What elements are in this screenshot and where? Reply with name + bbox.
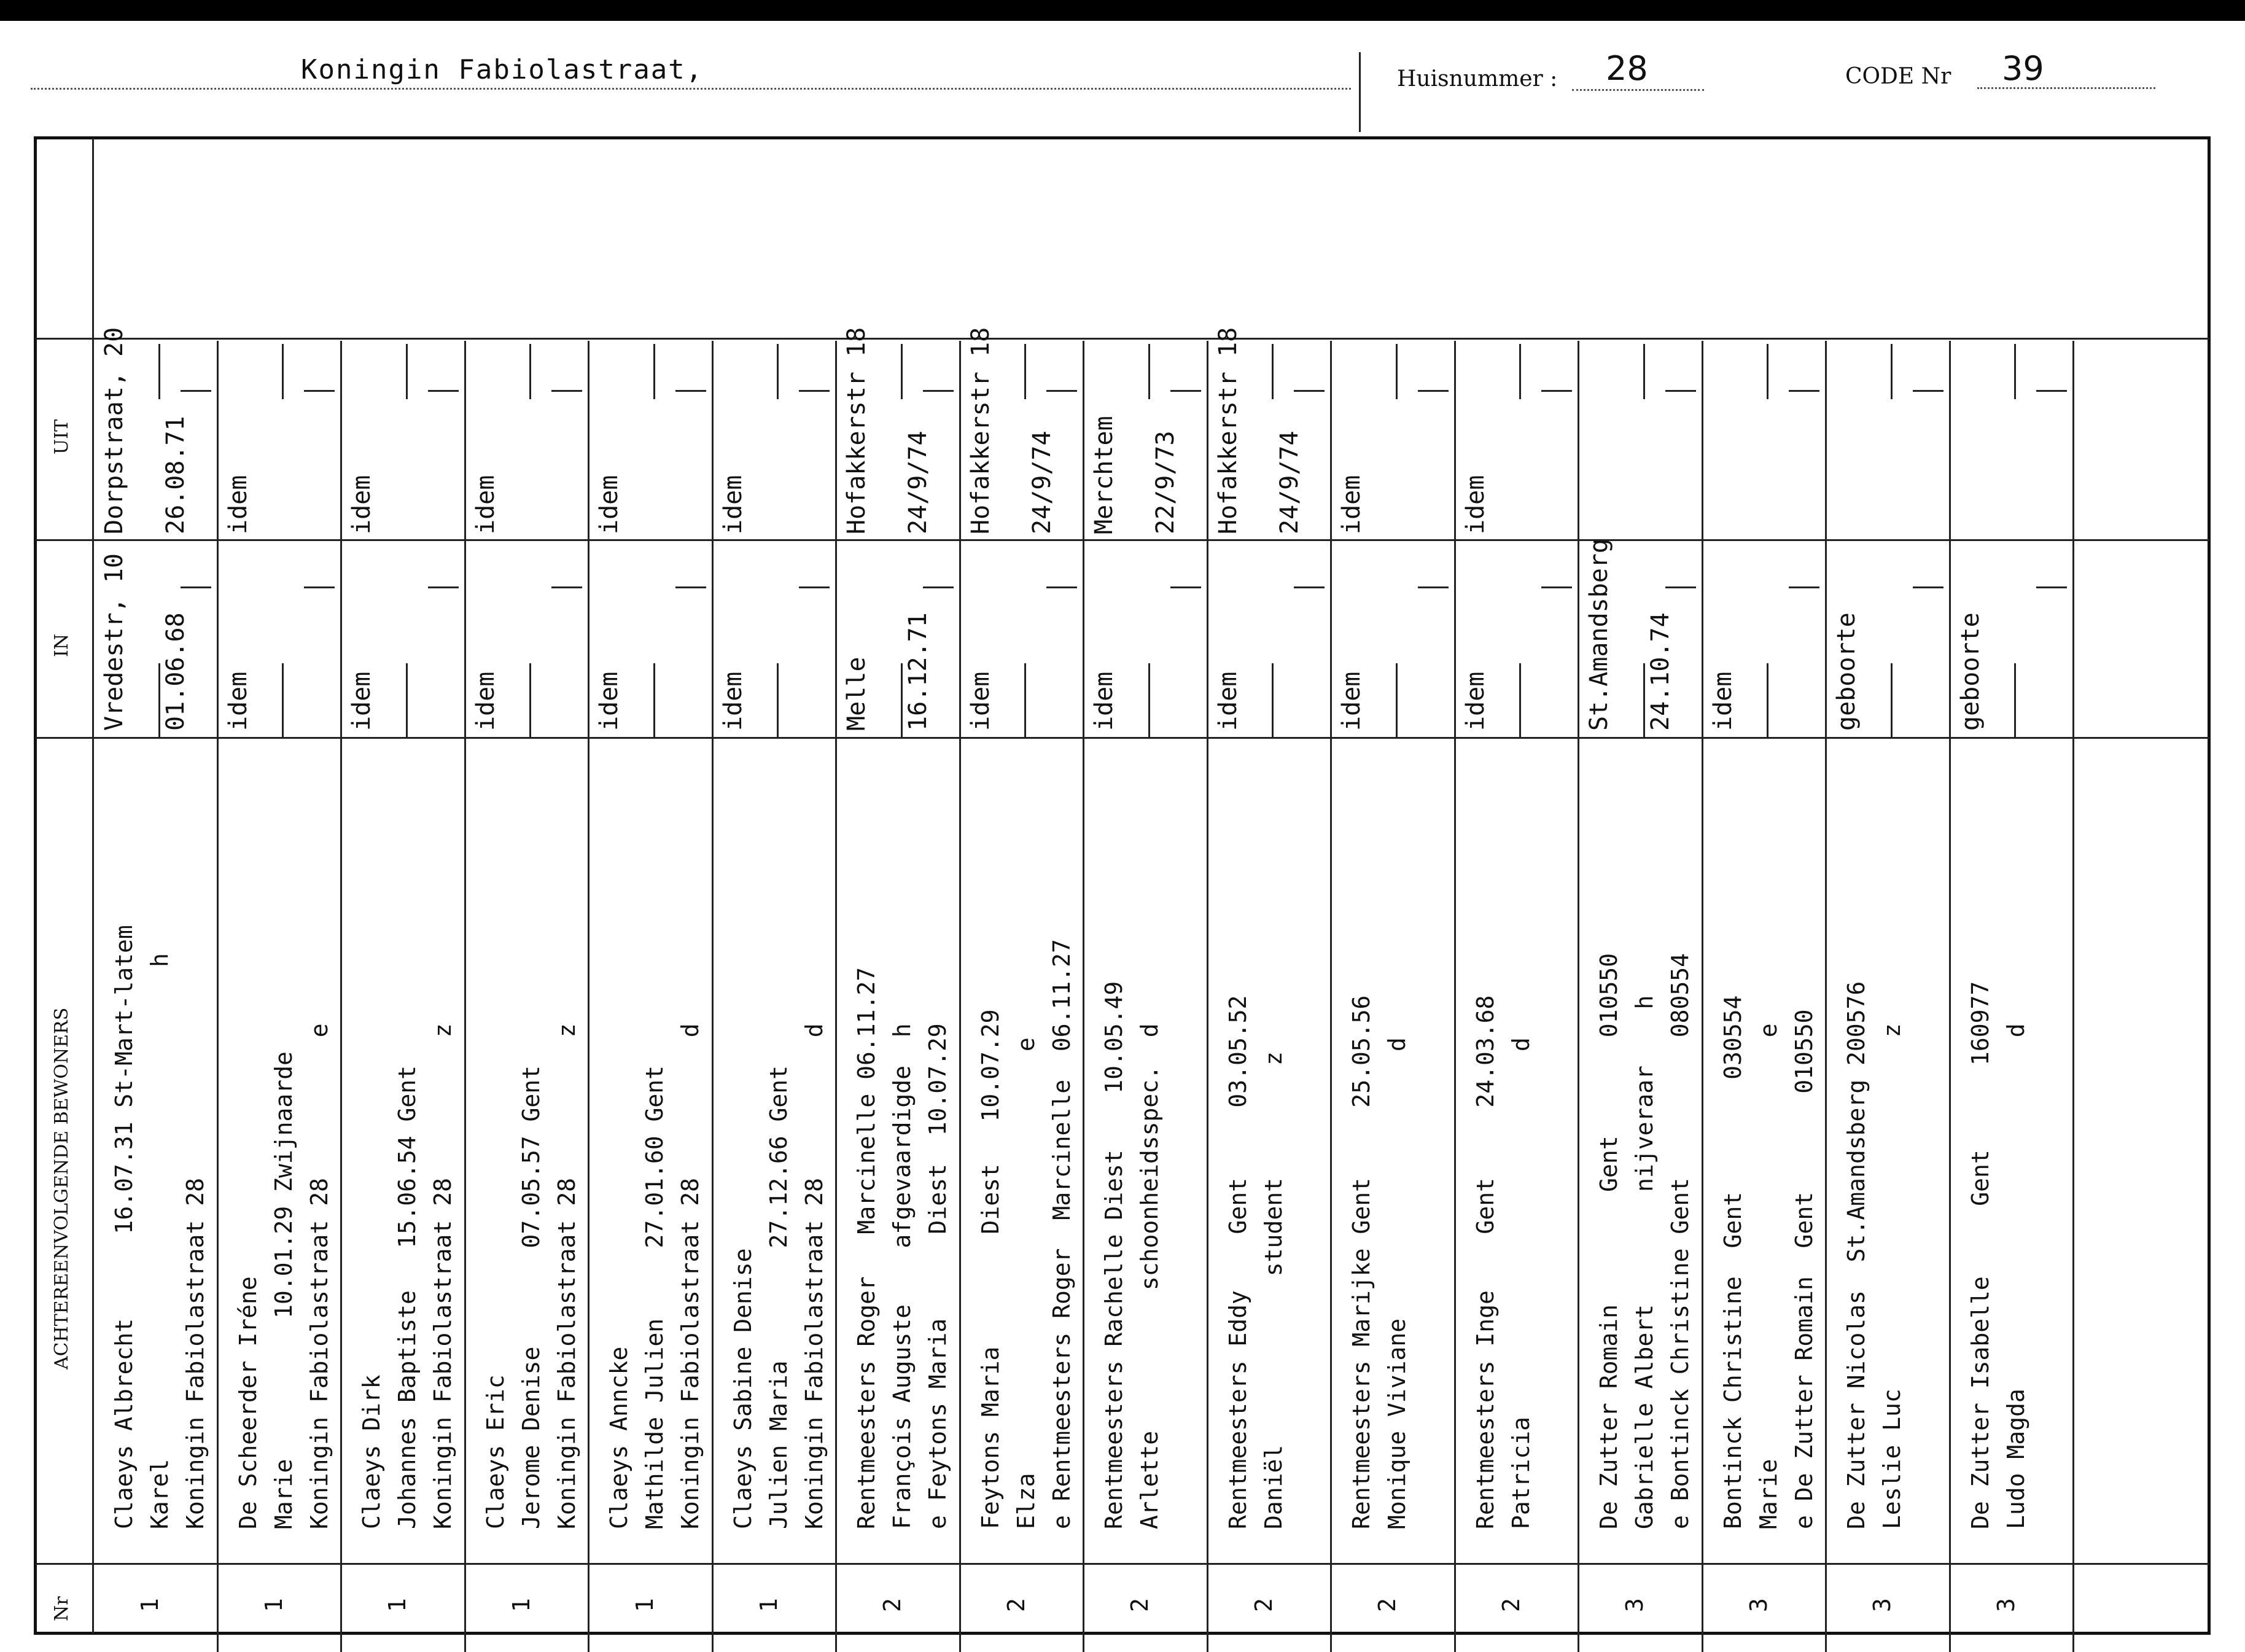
column-separator bbox=[1949, 341, 1951, 1634]
out-place: Hofakkerstr 18 bbox=[842, 327, 871, 534]
in-mid-separator bbox=[529, 663, 531, 737]
column-separator bbox=[1578, 341, 1579, 1634]
resident-line: Claeys Sabine Denise bbox=[729, 1248, 757, 1529]
code-number-value: 39 bbox=[2002, 49, 2044, 88]
row-nr: 2 bbox=[1374, 1598, 1401, 1612]
row-nr: 1 bbox=[260, 1598, 287, 1612]
resident-entry bbox=[1220, 995, 1291, 1529]
in-date-dash bbox=[428, 586, 459, 588]
col-header-in: IN bbox=[51, 633, 72, 657]
in-date-dash bbox=[181, 586, 211, 588]
in-residents-divider bbox=[36, 737, 2209, 739]
resident-line: e Bontinck Christine Gent 080554 bbox=[1667, 953, 1694, 1529]
row-nr: 2 bbox=[1250, 1598, 1277, 1612]
in-date-dash bbox=[1665, 586, 1696, 588]
in-place: idem bbox=[471, 671, 500, 731]
resident-entry bbox=[478, 1023, 585, 1529]
in-place: idem bbox=[966, 671, 995, 731]
in-place: idem bbox=[595, 671, 623, 731]
column-separator bbox=[712, 341, 714, 1634]
resident-line: Jerome Denise 07.05.57 Gent bbox=[517, 1066, 545, 1529]
resident-line: Monique Viviane d bbox=[1383, 1037, 1410, 1529]
resident-entry bbox=[849, 967, 955, 1529]
in-place: St.Amandsberg bbox=[1585, 538, 1613, 731]
out-mid-separator bbox=[901, 344, 903, 399]
out-date: 24/9/74 bbox=[1027, 431, 1056, 534]
resident-line: Claeys Dirk bbox=[358, 1374, 385, 1529]
col-header-nr: Nr bbox=[51, 1596, 72, 1621]
resident-entry bbox=[106, 925, 213, 1529]
out-mid-separator bbox=[529, 344, 531, 399]
row-nr: 1 bbox=[631, 1598, 658, 1612]
row-nr: 3 bbox=[1992, 1598, 2020, 1612]
out-date-dash bbox=[1170, 390, 1201, 392]
bottom-tick bbox=[1083, 1634, 1084, 1652]
resident-line: e Rentmeesters Roger Marcinelle 06.11.27 bbox=[1048, 939, 1075, 1529]
row-nr: 3 bbox=[1621, 1598, 1648, 1612]
in-place: idem bbox=[1461, 671, 1490, 731]
resident-line: Claeys Albrecht 16.07.31 St-Mart-latem bbox=[111, 925, 138, 1529]
out-date-dash bbox=[923, 390, 954, 392]
column-separator bbox=[1207, 341, 1208, 1634]
in-mid-separator bbox=[1891, 663, 1893, 737]
out-date-dash bbox=[181, 390, 211, 392]
row-nr: 2 bbox=[1497, 1598, 1525, 1612]
resident-line: Rentmeesters Rachelle Diest 10.05.49 bbox=[1100, 981, 1127, 1529]
resident-entry bbox=[1591, 953, 1698, 1529]
in-place: idem bbox=[1213, 671, 1242, 731]
in-place: geboorte bbox=[1956, 612, 1985, 731]
out-mid-separator bbox=[777, 344, 779, 399]
bottom-tick bbox=[1578, 1634, 1579, 1652]
in-date: 16.12.71 bbox=[904, 612, 932, 731]
in-date-dash bbox=[2036, 586, 2067, 588]
bottom-tick bbox=[1949, 1634, 1951, 1652]
in-date-dash bbox=[923, 586, 954, 588]
resident-entry bbox=[973, 939, 1080, 1529]
bottom-tick bbox=[1454, 1634, 1456, 1652]
column-separator bbox=[340, 341, 342, 1634]
row-nr: 1 bbox=[136, 1598, 163, 1612]
col-header-uit: UIT bbox=[51, 419, 72, 454]
out-place: idem bbox=[718, 475, 747, 534]
out-date-dash bbox=[1418, 390, 1449, 392]
out-date-dash bbox=[1046, 390, 1077, 392]
in-date-dash bbox=[799, 586, 830, 588]
out-mid-separator bbox=[406, 344, 408, 399]
out-place: idem bbox=[348, 475, 376, 534]
in-date-dash bbox=[1294, 586, 1325, 588]
header-band-line bbox=[36, 338, 2209, 340]
out-date-dash bbox=[1789, 390, 1819, 392]
row-nr: 3 bbox=[1869, 1598, 1896, 1612]
out-mid-separator bbox=[2014, 344, 2016, 399]
column-separator bbox=[1454, 341, 1456, 1634]
in-place: idem bbox=[348, 671, 376, 731]
out-date-dash bbox=[799, 390, 830, 392]
bottom-tick bbox=[835, 1634, 837, 1652]
resident-entry bbox=[354, 1023, 461, 1529]
bottom-tick bbox=[2072, 1634, 2074, 1652]
bottom-tick bbox=[1330, 1634, 1332, 1652]
column-separator bbox=[217, 341, 219, 1634]
out-place: Dorpstraat, 20 bbox=[100, 327, 128, 534]
resident-line: Koningin Fabiolastraat 28 d bbox=[800, 1023, 828, 1529]
resident-line: Julien Maria 27.12.66 Gent bbox=[765, 1066, 792, 1529]
resident-line: Feytons Maria Diest 10.07.29 bbox=[976, 1009, 1004, 1529]
resident-entry bbox=[1468, 995, 1539, 1529]
out-date-dash bbox=[304, 390, 335, 392]
resident-line: Karel h bbox=[146, 953, 173, 1529]
street-name: Koningin Fabiolastraat, bbox=[301, 54, 704, 85]
resident-line: Marie 10.01.29 Zwijnaarde bbox=[270, 1051, 297, 1529]
out-date-dash bbox=[675, 390, 706, 392]
out-date: 24/9/74 bbox=[1275, 431, 1304, 534]
resident-line: Patricia d bbox=[1507, 1037, 1535, 1529]
resident-line: e De Zutter Romain Gent 010550 bbox=[1790, 1009, 1818, 1529]
in-mid-separator bbox=[282, 663, 284, 737]
bottom-tick bbox=[588, 1634, 589, 1652]
out-date-dash bbox=[1294, 390, 1325, 392]
in-place: idem bbox=[1090, 671, 1118, 731]
in-date-dash bbox=[1541, 586, 1572, 588]
in-mid-separator bbox=[1519, 663, 1521, 737]
in-place: idem bbox=[1708, 671, 1737, 731]
bottom-tick bbox=[1207, 1634, 1208, 1652]
in-place: geboorte bbox=[1832, 612, 1861, 731]
resident-entry bbox=[601, 1023, 708, 1529]
residents-nr-divider bbox=[36, 1563, 2209, 1565]
in-mid-separator bbox=[653, 663, 655, 737]
in-mid-separator bbox=[1396, 663, 1398, 737]
column-separator bbox=[1330, 341, 1332, 1634]
resident-line: Koningin Fabiolastraat 28 z bbox=[429, 1023, 456, 1529]
out-date-dash bbox=[1541, 390, 1572, 392]
top-black-border bbox=[0, 0, 2245, 21]
out-in-divider bbox=[36, 539, 2209, 541]
in-mid-separator bbox=[1148, 663, 1150, 737]
column-separator bbox=[1083, 341, 1084, 1634]
row-nr: 1 bbox=[384, 1598, 411, 1612]
resident-line: Gabrielle Albert nijveraar h bbox=[1631, 995, 1658, 1529]
in-mid-separator bbox=[1272, 663, 1274, 737]
resident-line: Koningin Fabiolastraat 28 bbox=[182, 1178, 209, 1529]
out-date: 24/9/74 bbox=[904, 431, 932, 534]
out-date: 26.08.71 bbox=[161, 416, 190, 534]
label-column-border bbox=[92, 138, 94, 1634]
out-place: Hofakkerstr 18 bbox=[966, 327, 995, 534]
in-date-dash bbox=[1170, 586, 1201, 588]
resident-line: Koningin Fabiolastraat 28 e bbox=[305, 1023, 333, 1529]
resident-entry bbox=[1715, 995, 1822, 1529]
resident-line: Rentmeesters Inge Gent 24.03.68 bbox=[1471, 995, 1499, 1529]
column-separator bbox=[588, 341, 589, 1634]
in-mid-separator bbox=[777, 663, 779, 737]
out-date-dash bbox=[1665, 390, 1696, 392]
in-date-dash bbox=[1046, 586, 1077, 588]
bottom-tick bbox=[959, 1634, 961, 1652]
resident-line: Claeys Anncke bbox=[605, 1346, 632, 1529]
out-mid-separator bbox=[1643, 344, 1645, 399]
header-divider bbox=[1359, 52, 1361, 132]
out-date: 22/9/73 bbox=[1151, 431, 1180, 534]
resident-line: Johannes Baptiste 15.06.54 Gent bbox=[394, 1066, 421, 1529]
in-date: 24.10.74 bbox=[1646, 612, 1675, 731]
col-header-residents: ACHTEREENVOLGENDE BEWONERS bbox=[51, 1007, 72, 1370]
in-date-dash bbox=[551, 586, 582, 588]
resident-line: De Scheerder Iréne bbox=[234, 1276, 262, 1529]
out-mid-separator bbox=[653, 344, 655, 399]
out-date-dash bbox=[2036, 390, 2067, 392]
resident-line: e Feytons Maria Diest 10.07.29 bbox=[924, 1023, 951, 1529]
in-mid-separator bbox=[1767, 663, 1768, 737]
in-mid-separator bbox=[406, 663, 408, 737]
resident-line: Ludo Magda d bbox=[2002, 1023, 2029, 1529]
out-mid-separator bbox=[1272, 344, 1274, 399]
column-separator bbox=[1702, 341, 1703, 1634]
resident-line: Arlette schoonheidsspec. d bbox=[1136, 1023, 1163, 1529]
resident-entry bbox=[1963, 981, 2034, 1529]
house-number-label: Huisnummer : bbox=[1397, 66, 1558, 92]
resident-line: Leslie Luc z bbox=[1878, 1023, 1905, 1529]
resident-line: Marie e bbox=[1754, 1023, 1782, 1529]
out-mid-separator bbox=[1148, 344, 1150, 399]
out-date-dash bbox=[1913, 390, 1943, 392]
resident-line: François Auguste afgevaardigde h bbox=[889, 1023, 916, 1529]
row-nr: 3 bbox=[1745, 1598, 1772, 1612]
out-place: Merchtem bbox=[1090, 416, 1118, 534]
out-place: idem bbox=[595, 475, 623, 534]
out-place: idem bbox=[471, 475, 500, 534]
out-date-dash bbox=[551, 390, 582, 392]
in-place: idem bbox=[224, 671, 252, 731]
resident-line: Rentmeesters Roger Marcinelle 06.11.27 bbox=[853, 967, 880, 1529]
out-mid-separator bbox=[1396, 344, 1398, 399]
resident-line: Rentmeesters Marijke Gent 25.05.56 bbox=[1348, 995, 1375, 1529]
resident-entry bbox=[1096, 981, 1167, 1529]
column-separator bbox=[835, 341, 837, 1634]
resident-entry bbox=[1344, 995, 1415, 1529]
code-number-label: CODE Nr bbox=[1845, 64, 1951, 89]
resident-line: De Zutter Romain Gent 010550 bbox=[1595, 953, 1622, 1529]
resident-line: De Zutter Nicolas St.Amandsberg 200576 bbox=[1843, 981, 1870, 1529]
in-mid-separator bbox=[2014, 663, 2016, 737]
row-nr: 2 bbox=[1126, 1598, 1153, 1612]
out-date-dash bbox=[428, 390, 459, 392]
in-place: idem bbox=[718, 671, 747, 731]
in-date-dash bbox=[1418, 586, 1449, 588]
resident-line: Daniël student z bbox=[1259, 1051, 1287, 1529]
in-date-dash bbox=[675, 586, 706, 588]
out-mid-separator bbox=[1767, 344, 1768, 399]
out-mid-separator bbox=[282, 344, 284, 399]
out-place: Hofakkerstr 18 bbox=[1213, 327, 1242, 534]
house-number-dots bbox=[1572, 89, 1704, 91]
column-separator bbox=[1825, 341, 1827, 1634]
in-date: 01.06.68 bbox=[161, 612, 190, 731]
out-place: idem bbox=[1461, 475, 1490, 534]
bottom-tick bbox=[340, 1634, 342, 1652]
in-date-dash bbox=[304, 586, 335, 588]
in-place: idem bbox=[1337, 671, 1366, 731]
column-separator bbox=[959, 341, 961, 1634]
in-place: Vredestr, 10 bbox=[100, 553, 128, 731]
code-number-dots bbox=[1977, 87, 2155, 89]
resident-line: Elza e bbox=[1012, 1037, 1040, 1529]
out-place: idem bbox=[1337, 475, 1366, 534]
resident-line: Koningin Fabiolastraat 28 z bbox=[553, 1023, 580, 1529]
out-mid-separator bbox=[1891, 344, 1893, 399]
in-mid-separator bbox=[1024, 663, 1026, 737]
out-place: idem bbox=[224, 475, 252, 534]
out-mid-separator bbox=[1024, 344, 1026, 399]
bottom-tick bbox=[1825, 1634, 1827, 1652]
bottom-tick bbox=[1702, 1634, 1703, 1652]
resident-line: Claeys Eric bbox=[481, 1374, 509, 1529]
row-nr: 2 bbox=[879, 1598, 906, 1612]
row-nr: 2 bbox=[1002, 1598, 1030, 1612]
resident-entry bbox=[1838, 981, 1910, 1529]
in-date-dash bbox=[1789, 586, 1819, 588]
in-mid-separator bbox=[901, 663, 903, 737]
out-mid-separator bbox=[1519, 344, 1521, 399]
in-mid-separator bbox=[158, 663, 160, 737]
row-nr: 1 bbox=[507, 1598, 535, 1612]
resident-line: Bontinck Christine Gent 030554 bbox=[1719, 995, 1746, 1529]
street-underline bbox=[31, 88, 1351, 90]
bottom-tick bbox=[712, 1634, 714, 1652]
in-date-dash bbox=[1913, 586, 1943, 588]
bottom-tick bbox=[464, 1634, 466, 1652]
column-separator bbox=[2072, 341, 2074, 1634]
resident-entry bbox=[725, 1023, 832, 1529]
resident-line: Mathilde Julien 27.01.60 Gent bbox=[641, 1066, 668, 1529]
resident-line: Koningin Fabiolastraat 28 d bbox=[677, 1023, 704, 1529]
house-number-value: 28 bbox=[1606, 49, 1648, 88]
resident-line: De Zutter Isabelle Gent 160977 bbox=[1966, 981, 1994, 1529]
row-nr: 1 bbox=[755, 1598, 782, 1612]
bottom-tick bbox=[217, 1634, 219, 1652]
out-mid-separator bbox=[158, 344, 160, 399]
column-separator bbox=[464, 341, 466, 1634]
resident-line: Rentmeesters Eddy Gent 03.05.52 bbox=[1224, 995, 1251, 1529]
in-mid-separator bbox=[1643, 663, 1645, 737]
in-place: Melle bbox=[842, 657, 871, 731]
resident-entry bbox=[230, 1023, 337, 1529]
